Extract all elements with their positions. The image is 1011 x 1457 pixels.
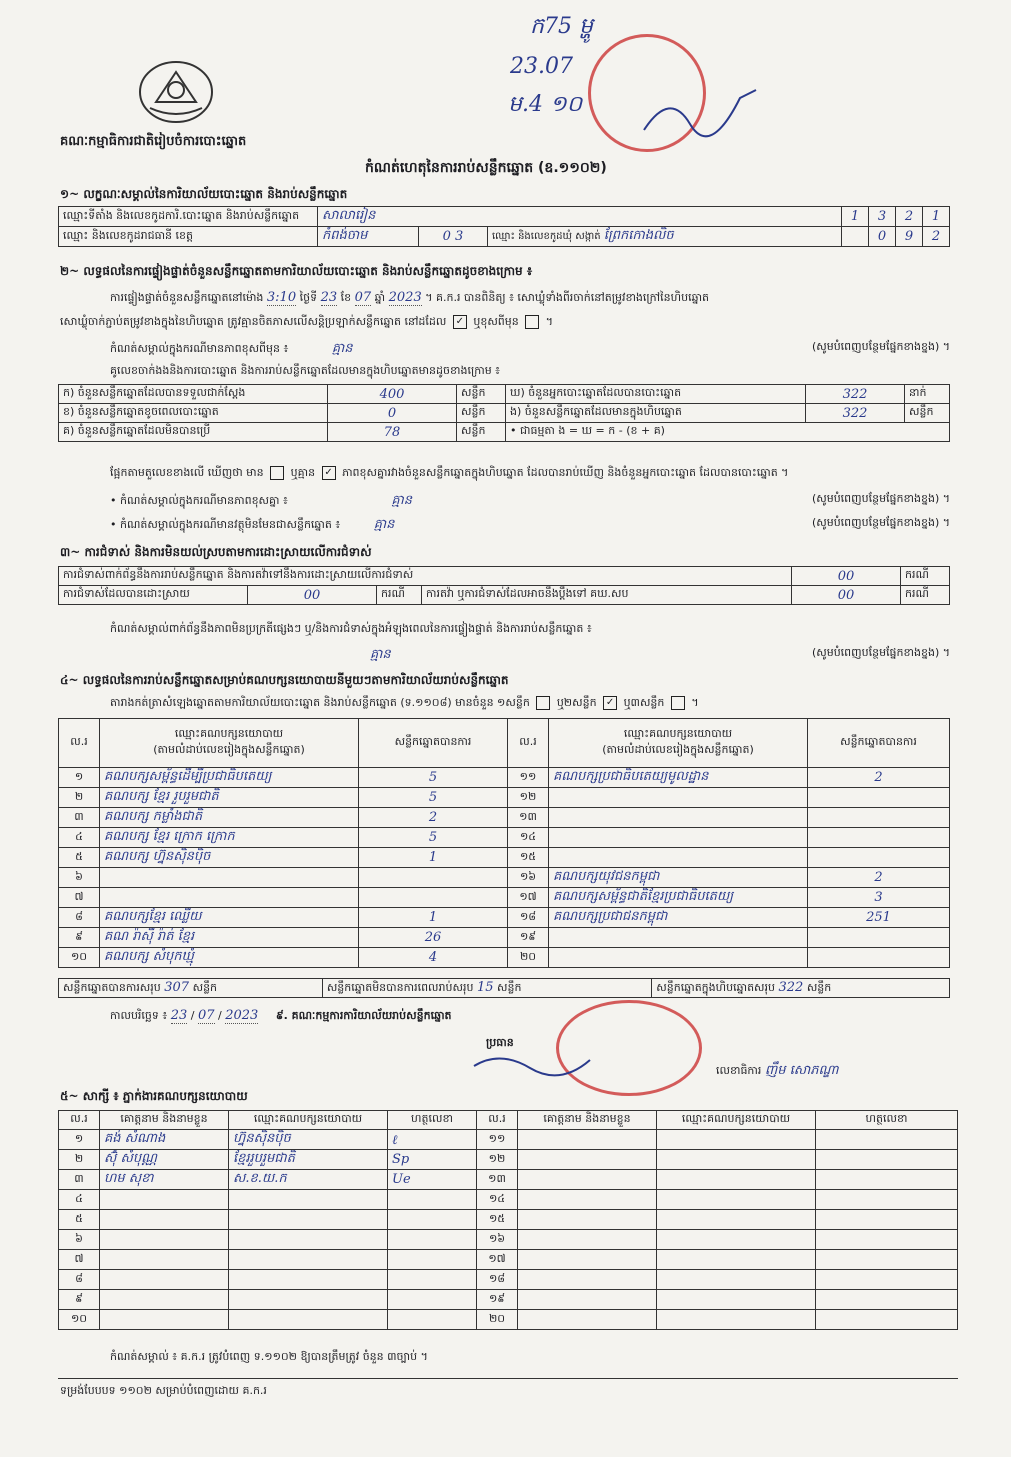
witness-name: [518, 1170, 657, 1190]
section4-heading: ៤~ លទ្ធផលនៃការរាប់សន្លឹកឆ្នោតសម្រាប់គណបក្សនយោបាយនីមួយៗតាមការិយាល័យរាប់សន្លឹកឆ្នោត: [60, 673, 509, 687]
vote-count: [808, 788, 950, 808]
vote-party: [549, 848, 808, 868]
vote-count: [808, 948, 950, 968]
witness-no: ១៣: [477, 1170, 518, 1190]
witness-name: [100, 1290, 229, 1310]
vote-no: ១៨: [508, 908, 549, 928]
witness-no: ៣: [59, 1170, 100, 1190]
witness-party: [229, 1250, 388, 1270]
witness-row: [59, 1230, 958, 1250]
vote-row: [59, 908, 950, 928]
vote-party: [549, 828, 808, 848]
compare-line: ផ្អែកតាមតួលេខខាងលើ ឃើញថា មាន ឬគ្មាន ✓ ភាពខុសគ្នារវាងចំនួនសន្លឹកឆ្នោតក្នុងហិបឆ្នោត ដែលបានរាប់ឃើញ និងចំនួនអ្នកបោះឆ្នោត ដែលបានបោះឆ្នោត ។: [110, 466, 789, 479]
footer-divider: [58, 1378, 958, 1379]
witness-name: [518, 1210, 657, 1230]
total-box: 322: [778, 979, 804, 995]
witness-name: [518, 1250, 657, 1270]
section2-heading: ២~ លទ្ធផលនៃការផ្ទៀងផ្ទាត់ចំនួនសន្លឹកឆ្នោតតាមការិយាល័យបោះឆ្នោត និងរាប់សន្លឹកឆ្នោតដូចខាងក្រោម ៖: [60, 264, 533, 278]
witness-party: ស.ខ.យ.ក: [229, 1170, 388, 1190]
province-label: ឈ្មោះ និងលេខកូដរាជធានី ខេត្ត: [59, 227, 318, 247]
witness-no: ១៨: [477, 1270, 518, 1290]
vote-party: គណបក្សប្រជាធិបតេយ្យមូលដ្ឋាន: [549, 768, 808, 788]
vote-party: [549, 928, 808, 948]
count-table: [58, 384, 950, 442]
witness-name: [518, 1270, 657, 1290]
section4-intro: តារាងកត់ត្រាសំឡេងឆ្នោតតាមការិយាល័យបោះឆ្នោត និងរាប់សន្លឹកឆ្នោត (ទ.១១០៨) មានចំនួន ១សន្លឹក ឬ២សន្លឹក ✓ ឬ៣សន្លឹក ។: [110, 696, 699, 709]
witness-signature: [816, 1270, 958, 1290]
time-value: 3:10: [266, 290, 297, 305]
witness-signature: [816, 1230, 958, 1250]
witness-name: គង់ សំណាង: [100, 1130, 229, 1150]
vote-no: ១០: [59, 948, 100, 968]
commune-code: 2: [923, 227, 950, 247]
vote-party: គណបក្សសម្ព័ន្ធដើម្បីប្រជាធិបតេយ្យ: [100, 768, 359, 788]
nec-emblem-icon: [136, 58, 216, 124]
objection-value: 00: [792, 567, 901, 586]
count-intro: គូលេខចាក់ងងនិងការបោះឆ្នោត និងការរាប់សន្លឹកឆ្នោតដែលមានក្នុងហិបឆ្នោតមានដូចខាងក្រោម ៖: [110, 364, 501, 377]
witness-row: [59, 1310, 958, 1330]
witness-party: [229, 1190, 388, 1210]
witness-name: [518, 1190, 657, 1210]
witness-name: [100, 1230, 229, 1250]
station-label: ឈ្មោះទីតាំង និងលេខកូដការិ.បោះឆ្នោត និងរាប់សន្លឹកឆ្នោត: [59, 207, 318, 227]
commune-value: ព្រែកកោងលិច: [603, 228, 674, 243]
vote-count: 5: [359, 788, 508, 808]
vote-no: ៦: [59, 868, 100, 888]
year-value: 2023: [388, 290, 422, 305]
section3-note-value: គ្មាន: [370, 647, 391, 662]
section5-heading: ៥~ សាក្សី ៖ ភ្នាក់ងារគណបក្សនយោបាយ: [60, 1089, 248, 1103]
vote-count: 1: [359, 848, 508, 868]
vote-party: [549, 948, 808, 968]
witness-signature: [816, 1290, 958, 1310]
witness-signature: Ue: [388, 1170, 477, 1190]
witness-name: [100, 1310, 229, 1330]
bullet2-value: គ្មាន: [373, 517, 395, 532]
province-code: 0: [442, 229, 451, 244]
date-line: កាលបរិច្ឆេទ ៖ 23 / 07 / 2023 ៩. គណៈកម្មការការិយាល័យរាប់សន្លឹកឆ្នោត: [110, 1008, 452, 1023]
vote-no: ៤: [59, 828, 100, 848]
checkbox-checked[interactable]: ✓: [453, 315, 467, 329]
commune-code: 9: [896, 227, 923, 247]
signature-top: [640, 80, 760, 140]
bullet2-line: • កំណត់សម្គាល់ក្នុងករណីមានវត្ថុមិនមែនជាសន្លឹកឆ្នោត ៖ គ្មាន (សូមបំពេញបន្ថែមផ្នែកខាងខ្នង) ។: [110, 516, 950, 532]
vote-party: គណបក្ស សំបុកឃ្មុំ: [100, 948, 359, 968]
witness-name: [100, 1190, 229, 1210]
witness-signature: Sp: [388, 1150, 477, 1170]
section3-note-line: គ្មាន (សូមបំពេញបន្ថែមផ្នែកខាងខ្នង) ។: [370, 646, 950, 662]
witness-party: [229, 1210, 388, 1230]
vote-no: ៥: [59, 848, 100, 868]
vote-party: គណបក្សប្រជាជនកម្ពុជា: [549, 908, 808, 928]
section1-table: [58, 206, 950, 247]
vote-party: គណ រ៉ាស៊ី រ៉ាត់ ខ្មែរ: [100, 928, 359, 948]
witness-row: [59, 1190, 958, 1210]
witness-party: [229, 1270, 388, 1290]
witness-party: [229, 1310, 388, 1330]
vote-row: [59, 768, 950, 788]
vote-party: [549, 788, 808, 808]
witness-party: [657, 1210, 816, 1230]
code-digit: 3: [869, 207, 896, 227]
witness-party: ហ្វ៊ុនស៊ិនប៉ិច: [229, 1130, 388, 1150]
vote-no: ១: [59, 768, 100, 788]
witness-no: ១៧: [477, 1250, 518, 1270]
witness-signature: [388, 1290, 477, 1310]
vote-party: គណបក្សយុវជនកម្ពុជា: [549, 868, 808, 888]
total-invalid: 15: [476, 979, 494, 995]
totals-table: សន្លឹកឆ្នោតបានការសរុប 307 សន្លឹក សន្លឹកឆ្នោតមិនបានការពេលរាប់សរុប 15 សន្លឹក សន្លឹកឆ្នោតក្នុងហិបឆ្នោតសរុប 322 សន្លឹក: [58, 978, 950, 998]
witness-row: [59, 1250, 958, 1270]
form-title: កំណត់ហេតុនៃការរាប់សន្លឹកឆ្នោត (ឧ.១១០២): [365, 160, 607, 176]
vote-no: ១៣: [508, 808, 549, 828]
witness-party: ខ្មែររួបរួមជាតិ: [229, 1150, 388, 1170]
witness-no: ១: [59, 1130, 100, 1150]
vote-no: ១៩: [508, 928, 549, 948]
bullet1-value: គ្មាន: [391, 493, 412, 508]
station-value: សាលារៀន: [318, 207, 842, 227]
witness-name: [518, 1290, 657, 1310]
checkbox-empty[interactable]: [270, 466, 284, 480]
vote-no: ១១: [508, 768, 549, 788]
witness-no: ១១: [477, 1130, 518, 1150]
witness-signature: [388, 1310, 477, 1330]
commune-code: 0: [869, 227, 896, 247]
witness-name: [518, 1150, 657, 1170]
witness-no: ១៩: [477, 1290, 518, 1310]
witness-name: [518, 1130, 657, 1150]
vote-count: 3: [808, 888, 950, 908]
commune-label: ឈ្មោះ និងលេខកូដឃុំ សង្កាត់: [491, 231, 601, 242]
vote-row: [59, 788, 950, 808]
month-value: 07: [354, 290, 372, 305]
vote-count: [808, 828, 950, 848]
vote-party: គណបក្ស ខ្មែរ ក្រោក ក្រោក: [100, 828, 359, 848]
count-value: 0: [328, 404, 457, 423]
witness-row: [59, 1210, 958, 1230]
footer: ទម្រង់បែបបទ ១១០២ សម្រាប់បំពេញដោយ គ.ក.រ: [60, 1384, 267, 1397]
witness-name: [518, 1230, 657, 1250]
vote-no: ១៥: [508, 848, 549, 868]
witness-no: ១០: [59, 1310, 100, 1330]
date-month: 07: [197, 1008, 215, 1023]
committee-name: គណៈកម្មាធិការជាតិរៀបចំការបោះឆ្នោត: [60, 134, 247, 149]
witness-row: [59, 1290, 958, 1310]
witness-signature: [388, 1250, 477, 1270]
vote-count: 2: [808, 868, 950, 888]
witness-signature: [816, 1190, 958, 1210]
vote-no: ១៧: [508, 888, 549, 908]
vote-row: [59, 888, 950, 908]
time-line: ការផ្ទៀងផ្ទាត់ចំនួនសន្លឹកឆ្នោតនៅម៉ោង 3:10 ថ្ងៃទី 23 ខែ 07 ឆ្នាំ 2023 ។ គ.ក.រ បានពិនិត្យ ៖ សោឃ្លុំទាំងពីរចាក់នៅតម្រូវខាងក្រៅនៃហិបឆ្នោត: [110, 290, 710, 305]
vote-no: ៨: [59, 908, 100, 928]
vote-count: 1: [359, 908, 508, 928]
witness-party: [657, 1270, 816, 1290]
vote-party: [100, 868, 359, 888]
resolved-value: 00: [248, 586, 377, 605]
witness-no: ៤: [59, 1190, 100, 1210]
count-value: 78: [328, 423, 457, 442]
vote-no: ១៦: [508, 868, 549, 888]
witness-signature: [388, 1190, 477, 1210]
count-value: 322: [806, 385, 905, 404]
count-value: 322: [806, 404, 905, 423]
section1-heading: ១~ លក្ខណៈសម្គាល់នៃការិយាល័យបោះឆ្នោត និងរាប់សន្លឹកឆ្នោត: [60, 187, 348, 201]
vote-count: [808, 808, 950, 828]
vote-count: 2: [359, 808, 508, 828]
vote-party: គណបក្សសម្ព័ន្ធជាតិខ្មែរប្រជាធិបតេយ្យ: [549, 888, 808, 908]
witness-signature: [816, 1250, 958, 1270]
handwritten-code: ក75 ម្ហូ: [530, 14, 593, 39]
vote-no: ២: [59, 788, 100, 808]
vote-row: [59, 868, 950, 888]
witness-no: ១៤: [477, 1190, 518, 1210]
witness-signature: [816, 1310, 958, 1330]
witness-party: [657, 1150, 816, 1170]
chair-label: ប្រធាន: [486, 1036, 514, 1049]
witness-party: [657, 1130, 816, 1150]
witness-party: [657, 1170, 816, 1190]
witness-row: [59, 1270, 958, 1290]
witness-no: ២: [59, 1150, 100, 1170]
vote-count: 5: [359, 768, 508, 788]
vote-no: ៣: [59, 808, 100, 828]
checkbox-empty[interactable]: [536, 696, 550, 710]
witness-signature: [388, 1230, 477, 1250]
witness-signature: [816, 1210, 958, 1230]
witness-row: [59, 1130, 958, 1150]
witness-row: [59, 1150, 958, 1170]
vote-party: គណបក្ស ខ្មែរ រួបរួមជាតិ: [100, 788, 359, 808]
vote-party: [549, 808, 808, 828]
witness-signature: [816, 1130, 958, 1150]
seal-line: សោឃ្លុំចាក់ភ្ជាប់តម្រូវខាងក្នុងនៃហិបឆ្នោត ត្រូវគ្មានចិតភាសលើសន្តិប្រឡាក់សន្លឹកឆ្នោត នៅដដែល ✓ ឬខុសពីមុន ។: [60, 315, 553, 328]
witness-party: [657, 1230, 816, 1250]
witness-name: [100, 1270, 229, 1290]
count-row: ក) ចំនួនសន្លឹកឆ្នោតដែលបានទទួលជាក់ស្តែង 400 សន្លឹក ឃ) ចំនួនអ្នកបោះឆ្នោតដែលបានបោះឆ្នោត 322 នាក់: [59, 385, 950, 404]
vote-party: [100, 888, 359, 908]
witness-no: ១៦: [477, 1230, 518, 1250]
vote-row: [59, 808, 950, 828]
secretary-name: ញឹម សោភណ្ឌា: [764, 1063, 839, 1078]
checkbox-empty[interactable]: [671, 696, 685, 710]
witness-name: [100, 1250, 229, 1270]
day-value: 23: [320, 290, 338, 305]
witness-table: ល.រ គោត្តនាម និងនាមខ្លួន ឈ្មោះគណបក្សនយោបាយ ហត្ថលេខា ល.រ គោត្តនាម និងនាមខ្លួន ឈ្មោះគណបក្សនយោបាយ ហត្ថលេខា ១ គង់ សំណាង ហ្វ៊ុនស៊ិនប៉ិច ℓ ១១ ២ ស៊ុំ សំបុណ្ណ ខ្មែររួបរួមជាតិ Sp ១២ ៣ ហម សុខា ស.ខ.យ.ក Ue ១៣ ៤ ១៤ ៥ ១៥ ៦ ១៦ ៧ ១៧ ៨ ១៨ ៩ ១៩ ១០ ២០: [58, 1110, 958, 1330]
bullet1-line: • កំណត់សម្គាល់ក្នុងករណីមានភាពខុសគ្នា ៖ គ្មាន (សូមបំពេញបន្ថែមផ្នែកខាងខ្នង) ។: [110, 492, 950, 508]
witness-name: [518, 1310, 657, 1330]
date-day: 23: [170, 1008, 188, 1023]
vote-party: គណបក្សខ្មែរ ឈ្លើយ: [100, 908, 359, 928]
chair-signature: [470, 1046, 600, 1082]
note-line: កំណត់សម្គាល់ក្នុងករណីមានភាពខុសពីមុន ៖ គ្មាន (សូមបំពេញបន្ថែមផ្នែកខាងខ្នង) ។: [110, 340, 950, 356]
witness-party: [657, 1310, 816, 1330]
witness-no: ២០: [477, 1310, 518, 1330]
witness-no: ៩: [59, 1290, 100, 1310]
witness-signature: [816, 1150, 958, 1170]
section3-note: កំណត់សម្គាល់ពាក់ព័ន្ធនឹងភាពមិនប្រក្រតីផ្សេងៗ ឬ/និងការជំទាស់ក្នុងអំឡុងពេលនៃការផ្ទៀងផ្ទាត់ និងការរាប់សន្លឹកឆ្នោត ៖: [110, 622, 592, 635]
vote-count: 4: [359, 948, 508, 968]
vote-count: [808, 928, 950, 948]
witness-no: ១៥: [477, 1210, 518, 1230]
count-row: គ) ចំនួនសន្លឹកឆ្នោតដែលមិនបានប្រើ 78 សន្លឹក • ជាធម្មតា ង = ឃ = ក - (ខ + គ): [59, 423, 950, 442]
province-value: កំពង់ចាម: [318, 227, 419, 247]
code-digit: 1: [923, 207, 950, 227]
vote-count: 5: [359, 828, 508, 848]
witness-party: [657, 1290, 816, 1310]
vote-count: 26: [359, 928, 508, 948]
witness-no: ១២: [477, 1150, 518, 1170]
checkbox-empty[interactable]: [525, 315, 539, 329]
witness-no: ៥: [59, 1210, 100, 1230]
vote-row: [59, 828, 950, 848]
count-row: ខ) ចំនួនសន្លឹកឆ្នោតខូចពេលបោះឆ្នោត 0 សន្លឹក ង) ចំនួនសន្លឹកឆ្នោតដែលមានក្នុងហិបឆ្នោត 322 សន្លឹក: [59, 404, 950, 423]
date-year: 2023: [225, 1008, 259, 1023]
vote-no: ២០: [508, 948, 549, 968]
count-value: 400: [328, 385, 457, 404]
vote-no: ៩: [59, 928, 100, 948]
section3-heading: ៣~ ការជំទាស់ និងការមិនយល់ស្របតាមការដោះស្រាយលើការជំទាស់: [60, 545, 372, 559]
code-digit: 2: [896, 207, 923, 227]
witness-name: [100, 1210, 229, 1230]
handwritten-date: 23.07: [510, 54, 573, 79]
witness-signature: [816, 1170, 958, 1190]
vote-row: [59, 948, 950, 968]
code-digit: 1: [842, 207, 869, 227]
witness-row: [59, 1170, 958, 1190]
footnote: កំណត់សម្គាល់ ៖ គ.ក.រ ត្រូវបំពេញ ទ.១១០២ ឱ្យបានត្រឹមត្រូវ ចំនួន ៣ច្បាប់ ។: [110, 1350, 428, 1363]
vote-count: 251: [808, 908, 950, 928]
witness-party: [229, 1290, 388, 1310]
vote-no: ៧: [59, 888, 100, 908]
secretary-line: លេខាធិការ ញឹម សោភណ្ឌា: [716, 1063, 839, 1078]
handwritten-station: ម.4 ១០: [508, 92, 583, 117]
witness-party: [657, 1250, 816, 1270]
witness-no: ៦: [59, 1230, 100, 1250]
vote-count: [359, 868, 508, 888]
checkbox-checked[interactable]: ✓: [603, 696, 617, 710]
vote-table: ល.រ ឈ្មោះគណបក្សនយោបាយ (តាមលំដាប់លេខរៀងក្នុងសន្លឹកឆ្នោត) សន្លឹកឆ្នោតបានការ ល.រ ឈ្មោះគណបក្សនយោបាយ (តាមលំដាប់លេខរៀងក្នុងសន្លឹកឆ្នោត) សន្លឹកឆ្នោតបានការ ១ គណបក្សសម្ព័ន្ធដើម្បីប្រជាធិបតេយ្យ 5 ១១ គណបក្សប្រជាធិបតេយ្យមូលដ្ឋាន 2 ២ គណបក្ស ខ្មែរ រួបរួមជាតិ 5 ១២ ៣ គណបក្ស កម្លាំងជាតិ 2 ១៣ ៤ គណបក្ស ខ្មែរ ក្រោក ក្រោក 5 ១៤ ៥ គណបក្ស ហ្វ៊ុនស៊ិនប៉ិច 1 ១៥ ៦ ១៦ គណបក្សយុវជនកម្ពុជា 2 ៧ ១៧ គណបក្សសម្ព័ន្ធជាតិខ្មែរប្រជាធិបតេយ្យ 3 ៨ គណបក្សខ្មែរ ឈ្លើយ 1 ១៨ គណបក្សប្រជាជនកម្ពុជា 251 ៩ គណ រ៉ាស៊ី រ៉ាត់ ខ្មែរ 26 ១៩ ១០ គណបក្ស សំបុកឃ្មុំ 4 ២០: [58, 718, 950, 968]
witness-signature: [388, 1270, 477, 1290]
province-code: 3: [455, 229, 464, 244]
appeal-value: 00: [792, 586, 901, 605]
objection-table: ការជំទាស់ពាក់ព័ន្ធនឹងការរាប់សន្លឹកឆ្នោត និងការតវ៉ាទៅនឹងការដោះស្រាយលើការជំទាស់ 00 ករណី ការជំទាស់ដែលបានដោះស្រាយ 00 ករណី ការតវ៉ា ឬការជំទាស់ដែលអាចនឹងប្តឹងទៅ គឃ.សប 00 ករណី: [58, 566, 950, 605]
witness-party: [657, 1190, 816, 1210]
witness-name: ហម សុខា: [100, 1170, 229, 1190]
vote-row: [59, 928, 950, 948]
vote-count: [808, 848, 950, 868]
witness-name: ស៊ុំ សំបុណ្ណ: [100, 1150, 229, 1170]
witness-no: ៧: [59, 1250, 100, 1270]
vote-count: [359, 888, 508, 908]
witness-signature: ℓ: [388, 1130, 477, 1150]
vote-row: [59, 848, 950, 868]
vote-no: ១៤: [508, 828, 549, 848]
note-value: គ្មាន: [331, 341, 353, 356]
total-valid: 307: [164, 979, 190, 995]
vote-party: គណបក្ស កម្លាំងជាតិ: [100, 808, 359, 828]
vote-party: គណបក្ស ហ្វ៊ុនស៊ិនប៉ិច: [100, 848, 359, 868]
witness-no: ៨: [59, 1270, 100, 1290]
witness-party: [229, 1230, 388, 1250]
checkbox-checked[interactable]: ✓: [322, 466, 336, 480]
vote-count: 2: [808, 768, 950, 788]
witness-signature: [388, 1210, 477, 1230]
vote-no: ១២: [508, 788, 549, 808]
